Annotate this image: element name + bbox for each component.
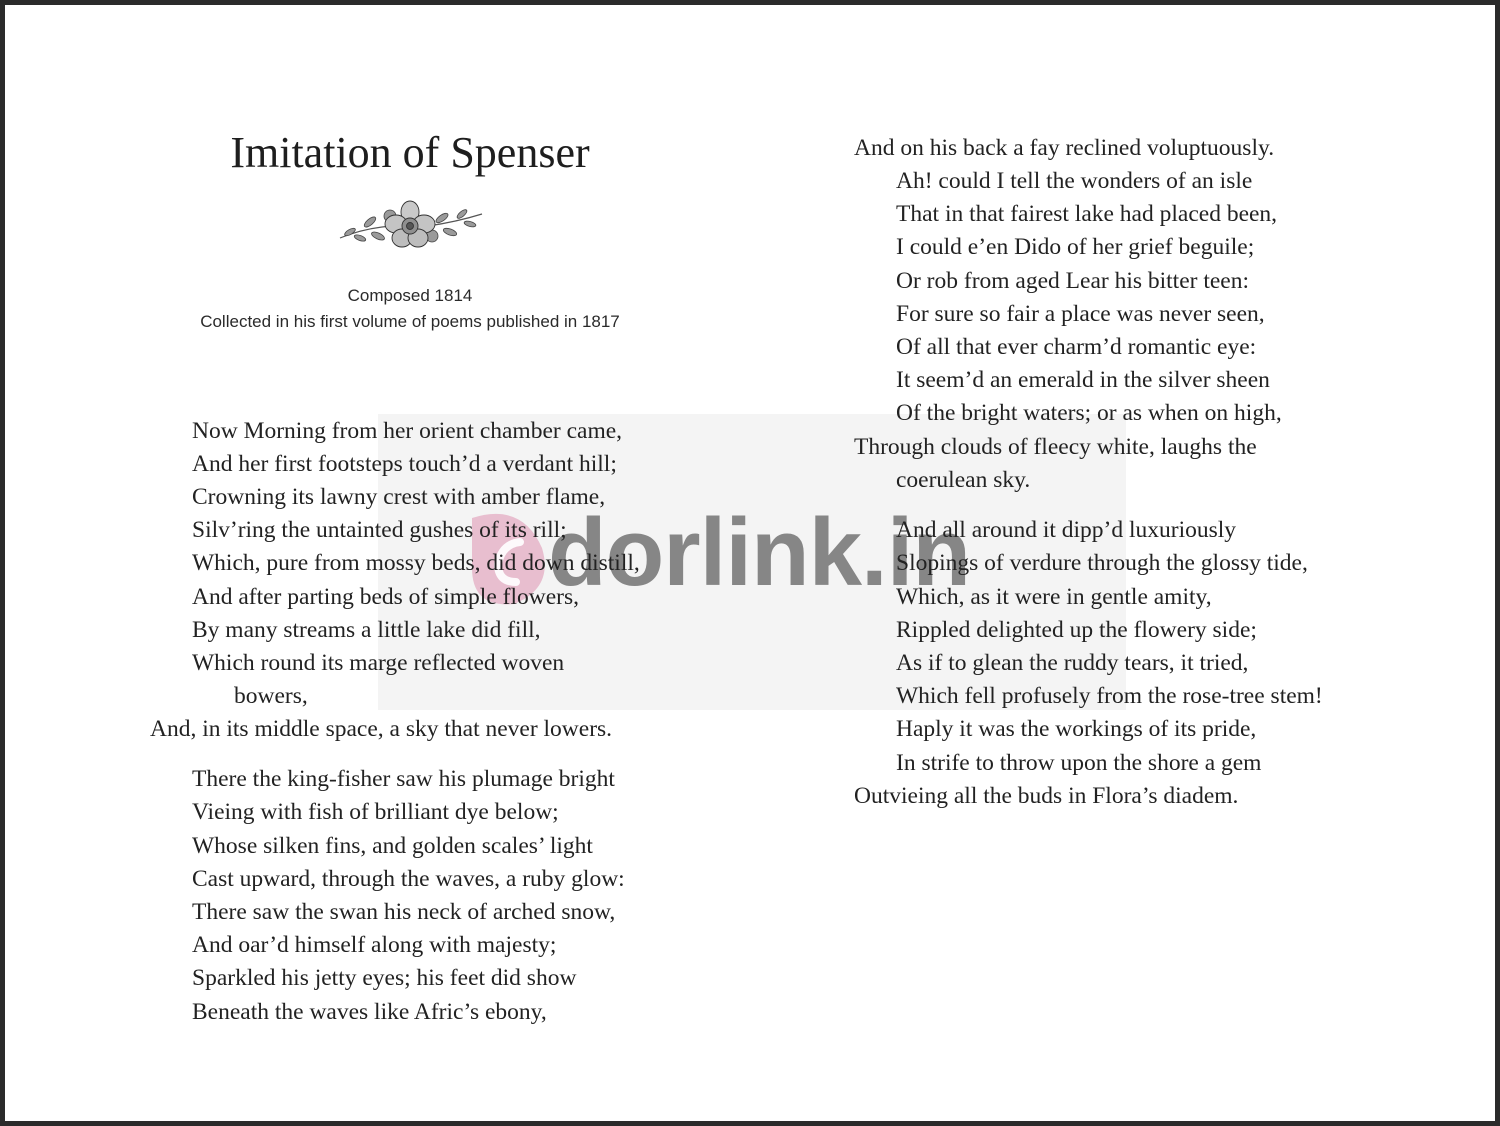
poem-line: Which round its marge reflected woven <box>192 650 565 676</box>
poem-line: Slopings of verdure through the glossy tide, <box>896 550 1308 576</box>
poem-line: Crowning its lawny crest with amber flame, <box>192 484 606 510</box>
poem-line: Outvieing all the buds in Flora’s diadem. <box>854 783 1239 809</box>
poem-line: And all around it dipp’d luxuriously <box>896 517 1237 543</box>
poem-line: And oar’d himself along with majesty; <box>192 932 557 958</box>
poem-line: bowers, <box>234 683 308 709</box>
poem-line: And her first footsteps touch’d a verdant hill; <box>192 451 617 477</box>
watermark-text: dorlink.in <box>548 499 970 606</box>
poem-line: That in that fairest lake had placed been, <box>896 201 1278 227</box>
poem-line: Cast upward, through the waves, a ruby glow: <box>192 866 625 892</box>
poem-line: There saw the swan his neck of arched snow, <box>192 899 616 925</box>
poem-line: Of all that ever charm’d romantic eye: <box>896 334 1257 360</box>
poem-line: As if to glean the ruddy tears, it tried, <box>896 650 1249 676</box>
poem-line: Now Morning from her orient chamber came, <box>192 418 623 444</box>
poem-line: Or rob from aged Lear his bitter teen: <box>896 268 1250 294</box>
poem-line: Vieing with fish of brilliant dye below; <box>192 799 559 825</box>
poem-line: And after parting beds of simple flowers, <box>192 584 579 610</box>
poem-line: Silv’ring the untainted gushes of its rill; <box>192 517 567 543</box>
poem-line: Rippled delighted up the flowery side; <box>896 617 1257 643</box>
composed-date: Composed 1814 <box>347 286 473 305</box>
poem-line: For sure so fair a place was never seen, <box>896 301 1265 327</box>
poem-line: Beneath the waves like Afric’s ebony, <box>192 999 547 1025</box>
poem-line: It seem’d an emerald in the silver sheen <box>896 367 1270 393</box>
poem-line: Which fell profusely from the rose-tree stem! <box>896 683 1323 709</box>
poem-line: Of the bright waters; or as when on high, <box>896 400 1282 426</box>
poem-line: I could e’en Dido of her grief beguile; <box>896 234 1255 260</box>
poem-line: There the king-fisher saw his plumage bright <box>192 766 615 792</box>
poem-line: In strife to throw upon the shore a gem <box>896 750 1262 776</box>
poem-line: Which, pure from mossy beds, did down distill, <box>192 550 640 576</box>
poem-line: Haply it was the workings of its pride, <box>896 716 1257 742</box>
poem-line: Ah! could I tell the wonders of an isle <box>896 168 1253 194</box>
collection-note: Collected in his first volume of poems published in 1817 <box>200 312 620 331</box>
poem-line: coerulean sky. <box>896 467 1031 493</box>
poem-title: Imitation of Spenser <box>230 128 590 177</box>
poem-metadata <box>150 283 670 335</box>
floral-ornament-icon <box>334 198 486 252</box>
poem-line: And, in its middle space, a sky that never lowers. <box>150 716 613 742</box>
poem-line: Through clouds of fleecy white, laughs the <box>854 434 1257 460</box>
poem-line: Which, as it were in gentle amity, <box>896 584 1212 610</box>
poem-line: And on his back a fay reclined voluptuously. <box>854 135 1275 161</box>
poem-line: Whose silken fins, and golden scales’ light <box>192 833 593 859</box>
poem-line: By many streams a little lake did fill, <box>192 617 541 643</box>
poem-line: Sparkled his jetty eyes; his feet did show <box>192 965 577 991</box>
